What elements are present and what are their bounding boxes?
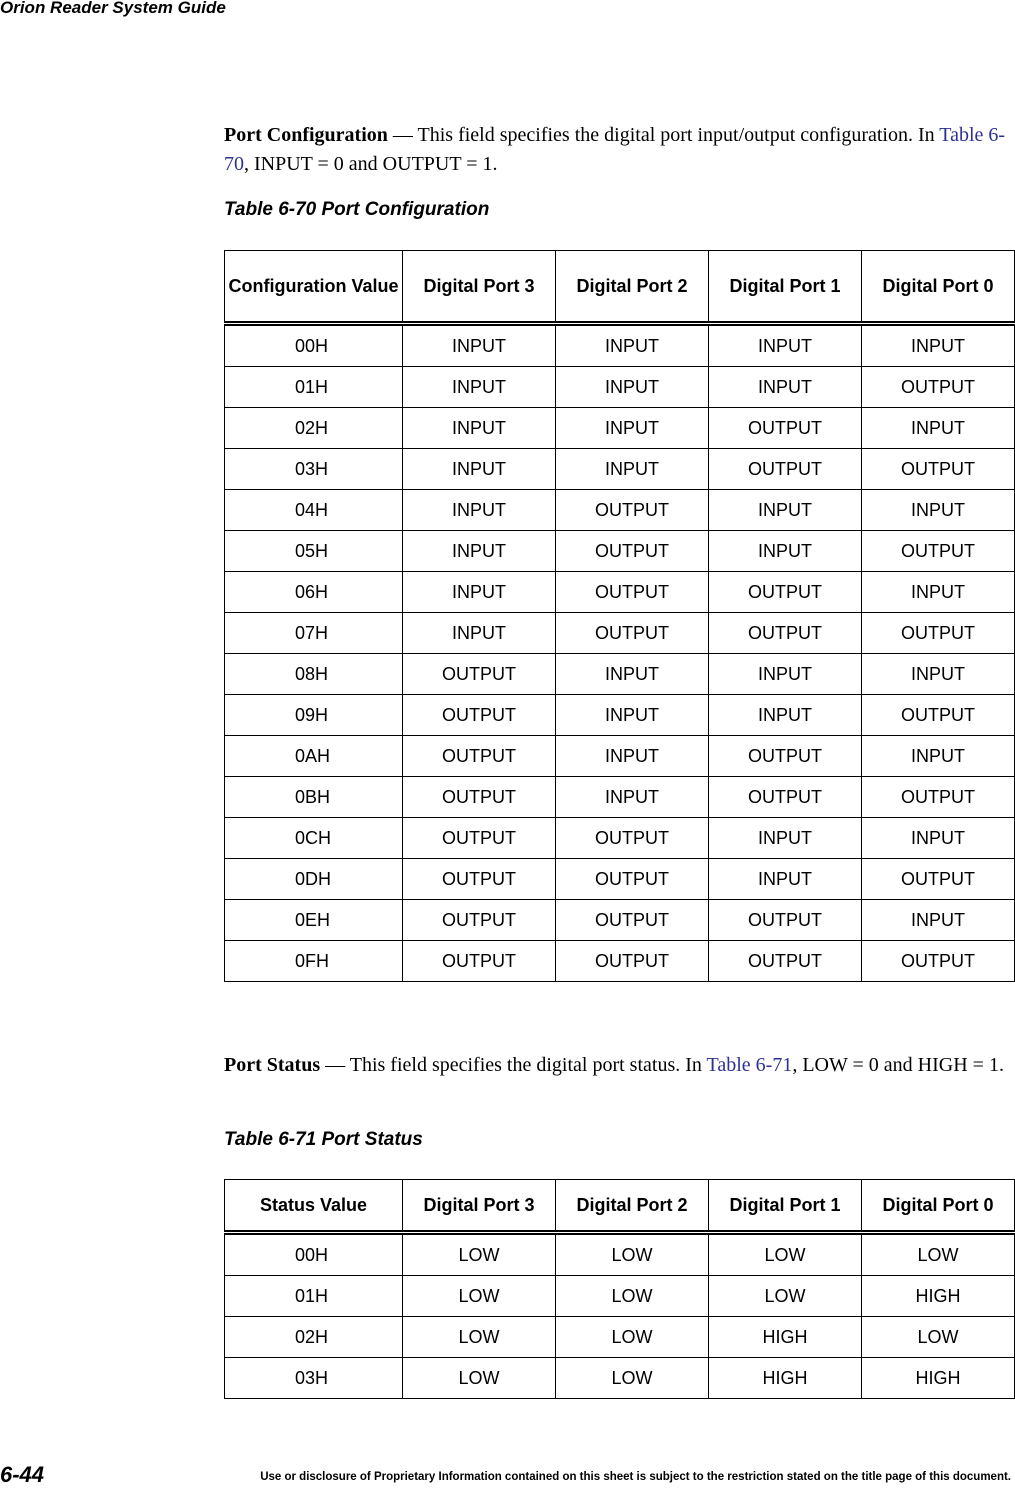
table-row <box>225 324 1015 367</box>
table-cell: 0EH <box>225 900 403 941</box>
table-cell: OUTPUT <box>709 777 862 818</box>
table-cell: HIGH <box>709 1317 862 1358</box>
table-row <box>225 572 1015 613</box>
table-6-70-link[interactable]: Table 6-70 <box>224 124 1006 175</box>
table-cell: 09H <box>225 695 403 736</box>
table-row <box>225 449 1015 490</box>
table-6-70-caption: Table 6-70 Port Configuration <box>224 199 490 220</box>
table-cell: OUTPUT <box>403 654 556 695</box>
table-cell: OUTPUT <box>709 449 862 490</box>
proprietary-notice: Use or disclosure of Proprietary Information contained on this sheet is subject to the restriction stated on the title page of this document. <box>260 1471 1011 1483</box>
table-cell: LOW <box>556 1276 709 1317</box>
table-cell: 01H <box>225 367 403 408</box>
table-row <box>225 654 1015 695</box>
table-row <box>225 613 1015 654</box>
table-cell: LOW <box>403 1317 556 1358</box>
table-cell: 0BH <box>225 777 403 818</box>
column-header: Digital Port 2 <box>556 251 709 324</box>
table-header-row <box>225 251 1015 324</box>
table-cell: OUTPUT <box>556 859 709 900</box>
paragraph-text: , INPUT = 0 and OUTPUT = 1. <box>244 153 498 175</box>
table-cell: OUTPUT <box>403 941 556 982</box>
port-configuration-paragraph <box>224 121 1014 179</box>
column-header: Digital Port 3 <box>403 1180 556 1233</box>
column-header: Configuration Value <box>225 251 403 324</box>
table-cell: INPUT <box>556 449 709 490</box>
table-cell: OUTPUT <box>862 367 1015 408</box>
table-cell: 06H <box>225 572 403 613</box>
table-cell: INPUT <box>403 449 556 490</box>
table-row <box>225 941 1015 982</box>
table-row <box>225 1317 1015 1358</box>
column-header: Digital Port 0 <box>862 1180 1015 1233</box>
table-6-71-link[interactable]: Table 6-71 <box>706 1054 793 1076</box>
table-cell: OUTPUT <box>556 900 709 941</box>
column-header: Digital Port 2 <box>556 1180 709 1233</box>
table-cell: OUTPUT <box>556 490 709 531</box>
table-row <box>225 900 1015 941</box>
port-configuration-term: Port Configuration <box>224 124 388 146</box>
em-dash: — <box>387 124 418 146</box>
table-cell: INPUT <box>709 324 862 367</box>
table-row <box>225 736 1015 777</box>
table-cell: OUTPUT <box>403 859 556 900</box>
table-cell: 0FH <box>225 941 403 982</box>
table-cell: LOW <box>556 1317 709 1358</box>
table-cell: LOW <box>862 1233 1015 1276</box>
table-cell: 0DH <box>225 859 403 900</box>
table-cell: OUTPUT <box>556 572 709 613</box>
table-cell: 05H <box>225 531 403 572</box>
table-cell: OUTPUT <box>403 900 556 941</box>
table-cell: 02H <box>225 408 403 449</box>
table-cell: 00H <box>225 324 403 367</box>
table-cell: INPUT <box>709 695 862 736</box>
table-cell: INPUT <box>709 367 862 408</box>
table-cell: OUTPUT <box>556 613 709 654</box>
table-row <box>225 531 1015 572</box>
table-cell: OUTPUT <box>556 941 709 982</box>
table-cell: INPUT <box>862 408 1015 449</box>
paragraph-text: , LOW = 0 and HIGH = 1. <box>792 1054 1004 1076</box>
column-header: Status Value <box>225 1180 403 1233</box>
table-cell: INPUT <box>862 572 1015 613</box>
table-cell: INPUT <box>403 367 556 408</box>
table-cell: OUTPUT <box>709 572 862 613</box>
table-row <box>225 1358 1015 1399</box>
table-cell: OUTPUT <box>862 613 1015 654</box>
table-cell: 00H <box>225 1233 403 1276</box>
table-cell: 07H <box>225 613 403 654</box>
table-cell: LOW <box>403 1233 556 1276</box>
table-row <box>225 777 1015 818</box>
table-cell: INPUT <box>556 777 709 818</box>
column-header: Digital Port 1 <box>709 251 862 324</box>
table-cell: INPUT <box>709 654 862 695</box>
table-cell: HIGH <box>862 1276 1015 1317</box>
table-cell: INPUT <box>556 408 709 449</box>
column-header: Digital Port 1 <box>709 1180 862 1233</box>
table-cell: OUTPUT <box>862 449 1015 490</box>
table-row <box>225 1233 1015 1276</box>
table-cell: LOW <box>709 1233 862 1276</box>
paragraph-text: This field specifies the digital port input/output configuration. In <box>417 124 940 146</box>
table-cell: INPUT <box>862 736 1015 777</box>
table-row <box>225 818 1015 859</box>
table-cell: OUTPUT <box>709 900 862 941</box>
table-cell: LOW <box>556 1358 709 1399</box>
table-row <box>225 859 1015 900</box>
table-row <box>225 1276 1015 1317</box>
table-cell: INPUT <box>709 490 862 531</box>
table-cell: OUTPUT <box>709 941 862 982</box>
table-cell: INPUT <box>403 408 556 449</box>
table-cell: INPUT <box>709 859 862 900</box>
table-cell: 0CH <box>225 818 403 859</box>
table-cell: OUTPUT <box>862 777 1015 818</box>
table-cell: 0AH <box>225 736 403 777</box>
table-cell: OUTPUT <box>403 818 556 859</box>
table-cell: INPUT <box>556 324 709 367</box>
table-cell: 02H <box>225 1317 403 1358</box>
table-cell: INPUT <box>403 572 556 613</box>
column-header: Digital Port 3 <box>403 251 556 324</box>
table-cell: OUTPUT <box>709 736 862 777</box>
table-cell: LOW <box>709 1276 862 1317</box>
table-cell: INPUT <box>709 818 862 859</box>
table-cell: LOW <box>403 1276 556 1317</box>
table-cell: 08H <box>225 654 403 695</box>
table-cell: INPUT <box>403 613 556 654</box>
table-cell: INPUT <box>556 654 709 695</box>
running-header: Orion Reader System Guide <box>0 0 226 17</box>
paragraph-text: This field specifies the digital port status. In <box>349 1054 707 1076</box>
table-cell: INPUT <box>556 367 709 408</box>
table-cell: LOW <box>403 1358 556 1399</box>
column-header: Digital Port 0 <box>862 251 1015 324</box>
table-cell: INPUT <box>862 818 1015 859</box>
table-6-71-caption: Table 6-71 Port Status <box>224 1129 423 1150</box>
table-cell: OUTPUT <box>403 736 556 777</box>
table-cell: INPUT <box>709 531 862 572</box>
table-row <box>225 490 1015 531</box>
table-cell: HIGH <box>862 1358 1015 1399</box>
port-configuration-table <box>224 250 1015 982</box>
table-cell: OUTPUT <box>556 818 709 859</box>
table-cell: LOW <box>556 1233 709 1276</box>
table-cell: 03H <box>225 1358 403 1399</box>
page-number: 6-44 <box>0 1462 45 1487</box>
port-status-term: Port Status <box>224 1054 321 1076</box>
table-cell: OUTPUT <box>403 777 556 818</box>
table-row <box>225 367 1015 408</box>
table-cell: OUTPUT <box>862 859 1015 900</box>
table-header-row <box>225 1180 1015 1233</box>
table-cell: OUTPUT <box>403 695 556 736</box>
table-cell: HIGH <box>709 1358 862 1399</box>
table-row <box>225 408 1015 449</box>
table-cell: INPUT <box>556 695 709 736</box>
table-cell: INPUT <box>403 531 556 572</box>
table-cell: 03H <box>225 449 403 490</box>
table-row <box>225 695 1015 736</box>
table-cell: OUTPUT <box>709 613 862 654</box>
table-cell: INPUT <box>403 324 556 367</box>
table-cell: INPUT <box>403 490 556 531</box>
port-status-table <box>224 1179 1015 1399</box>
table-cell: INPUT <box>862 324 1015 367</box>
table-cell: INPUT <box>862 490 1015 531</box>
table-cell: INPUT <box>862 654 1015 695</box>
em-dash: — <box>320 1054 350 1076</box>
table-cell: LOW <box>862 1317 1015 1358</box>
table-cell: OUTPUT <box>862 531 1015 572</box>
table-cell: OUTPUT <box>709 408 862 449</box>
table-cell: 04H <box>225 490 403 531</box>
table-cell: INPUT <box>862 900 1015 941</box>
table-cell: INPUT <box>556 736 709 777</box>
port-status-paragraph <box>224 1051 1014 1080</box>
table-cell: OUTPUT <box>862 695 1015 736</box>
table-cell: OUTPUT <box>862 941 1015 982</box>
table-cell: OUTPUT <box>556 531 709 572</box>
table-cell: 01H <box>225 1276 403 1317</box>
